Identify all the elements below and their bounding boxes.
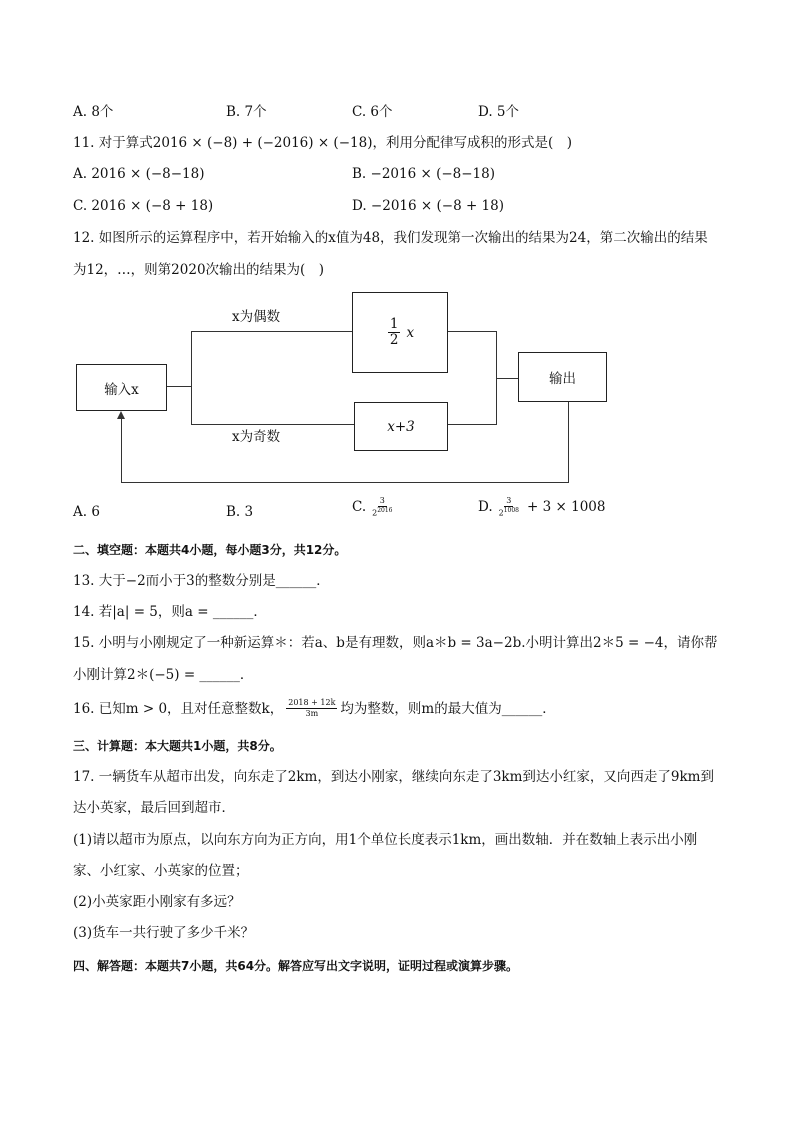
q11-option-a: A. 2016 × (−8−18) [73,166,205,182]
wire [448,424,497,425]
q15-line2: 小刚计算2＊(−5) = ______． [73,667,254,683]
q10-option-b: B. 7个 [226,104,267,120]
half-x-box [352,292,448,373]
section-heading-fill-in: 二、填空题：本题共4小题，每小题3分，共12分。 [73,543,347,557]
wire [191,331,192,424]
q11-option-c: C. 2016 × (−8 + 18) [73,198,214,214]
wire [121,418,122,483]
q12-option-d: D. $\frac{3}{2^{1008}}$ + 3 × 1008 [478,496,606,518]
odd-label: x为奇数 [232,429,281,445]
plus3-box [354,402,448,451]
output-box [518,352,607,402]
section-heading-calculation: 三、计算题：本大题共1小题，共8分。 [73,739,282,753]
q12-stem-line1: 12. 如图所示的运算程序中，若开始输入的x值为48，我们发现第一次输出的结果为24，第二次输出的结果 [73,230,708,246]
q13: 13. 大于−2而小于3的整数分别是______． [73,573,330,589]
q10-option-a: A. 8个 [73,104,114,120]
wire [191,331,352,332]
input-label: 输入x [104,381,139,398]
wire [568,402,569,483]
arrow-up-icon [117,411,125,419]
q12-option-c: C. $\frac{3}{2^{2016}}$ [352,496,393,518]
even-label: x为偶数 [232,309,281,325]
q10-option-d: D. 5个 [478,104,520,120]
q17-part1-line1: (1)请以超市为原点，以向东方向为正方向，用1个单位长度表示1km，画出数轴．并在数轴上表示出小刚 [73,832,698,848]
q12-option-b: B. 3 [226,504,254,520]
section-heading-answer: 四、解答题：本题共7小题，共64分。解答应写出文字说明，证明过程或演算步骤。 [73,959,519,973]
q16: 16. 已知m > 0，且对任意整数k， $\frac{2018 + 12k}{3m}$ 均为整数，则m的最大值为______． [73,698,556,718]
q15-line1: 15. 小明与小刚规定了一种新运算＊：若a、b是有理数，则a＊b = 3a−2b.小明计算出2＊5 = −4，请你帮 [73,635,718,651]
q17-part2: (2)小英家距小刚家有多远？ [73,894,241,910]
q14: 14. 若|a| = 5，则a = ______． [73,604,267,620]
q17-part1-line2: 家、小红家、小英家的位置； [73,863,249,879]
half-var: x [406,324,415,341]
q11-stem: 11. 对于算式2016 × (−8) + (−2016) × (−18)，利用分配律写成积的形式是( ) [73,135,572,151]
output-label: 输出 [549,371,576,387]
wire [448,331,497,332]
q10-option-c: C. 6个 [352,104,393,120]
q11-option-d: D. −2016 × (−8 + 18) [352,198,504,214]
q12-stem-line2: 为12，…，则第2020次输出的结果为( ) [73,262,325,278]
q17-line2: 达小英家，最后回到超市． [73,800,235,816]
wire [191,424,354,425]
half-fraction: $\frac{1}{2}$ [389,315,399,348]
input-box [76,364,167,411]
wire [167,386,192,387]
q17-part3: (3)货车一共行驶了多少千米？ [73,925,255,941]
wire [121,482,569,483]
q12-option-a: A. 6 [73,504,100,520]
q16-fraction: $\frac{2018 + 12k}{3m}$ [288,698,336,718]
plus3-label: x+3 [387,418,415,435]
q11-option-b: B. −2016 × (−8−18) [352,166,495,182]
wire [496,378,518,379]
q17-line1: 17. 一辆货车从超市出发，向东走了2km，到达小刚家，继续向东走了3km到达小红家，又向西走了9km到 [73,769,714,785]
